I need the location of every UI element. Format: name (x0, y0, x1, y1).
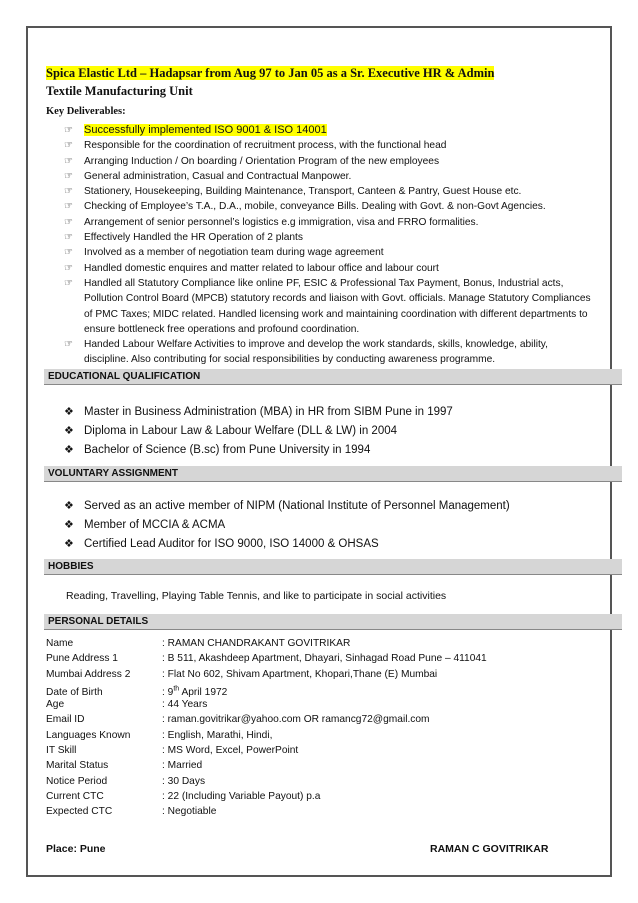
detail-key: Email ID (46, 714, 85, 726)
list-item (64, 261, 594, 276)
item-text: Bachelor of Science (B.sc) from Pune University in 1994 (84, 444, 371, 456)
detail-key: Expected CTC (46, 806, 113, 818)
diamond-bullet-icon: ❖ (64, 519, 74, 531)
pointing-hand-icon: ☞ (64, 247, 73, 259)
item-text: Served as an active member of NIPM (National Institute of Personnel Management) (84, 500, 510, 512)
list-item (64, 535, 510, 554)
list-item (64, 154, 594, 169)
list-item (64, 337, 594, 368)
list-item (64, 245, 594, 260)
footer-signature-name: RAMAN C GOVITRIKAR (430, 843, 549, 855)
list-item (64, 184, 594, 199)
education-list (64, 403, 453, 460)
highlighted-text: Successfully implemented ISO 9001 & ISO 14001 (84, 124, 327, 136)
item-text: Diploma in Labour Law & Labour Welfare (DLL & LW) in 2004 (84, 425, 398, 437)
list-item (64, 516, 510, 535)
detail-row (46, 636, 487, 651)
detail-row (46, 774, 487, 789)
section-heading-personal: PERSONAL DETAILS (44, 614, 622, 630)
item-text: Member of MCCIA & ACMA (84, 519, 226, 531)
section-heading-voluntary: VOLUNTARY ASSIGNMENT (44, 466, 622, 482)
bullet-text: Checking of Employee’s T.A., D.A., mobile, conveyance Bills. Dealing with Govt. & non-Govt Agencies. (84, 201, 546, 213)
detail-key: Pune Address 1 (46, 653, 118, 665)
detail-row (46, 728, 487, 743)
bullet-text: Arranging Induction / On boarding / Orientation Program of the new employees (84, 155, 440, 167)
pointing-hand-icon: ☞ (64, 170, 73, 182)
bullet-text: Handed Labour Welfare Activities to improve and develop the work standards, skills, knowledge, ability, discipline. Also contributing for social responsibilities by conducting awareness programme. (84, 339, 548, 366)
list-item (64, 199, 594, 214)
detail-key: Marital Status (46, 760, 109, 772)
bullet-text: Stationery, Housekeeping, Building Maintenance, Transport, Canteen & Pantry, Guest House etc. (84, 186, 522, 198)
detail-key: Languages Known (46, 729, 131, 741)
section-heading-education: EDUCATIONAL QUALIFICATION (44, 369, 622, 385)
hobbies-text: Reading, Travelling, Playing Table Tennis, and like to participate in social activities (66, 590, 447, 602)
detail-key: Mumbai Address 2 (46, 668, 131, 680)
pointing-hand-icon: ☞ (64, 201, 73, 213)
item-text: Master in Business Administration (MBA) in HR from SIBM Pune in 1997 (84, 406, 453, 418)
detail-value: : MS Word, Excel, PowerPoint (162, 745, 299, 757)
pointing-hand-icon: ☞ (64, 155, 73, 167)
detail-value: : B 511, Akashdeep Apartment, Dhayari, Sinhagad Road Pune – 411041 (162, 653, 487, 665)
detail-key: Notice Period (46, 775, 108, 787)
list-item (64, 403, 453, 422)
pointing-hand-icon: ☞ (64, 262, 73, 274)
detail-row (46, 712, 487, 727)
job-unit: Textile Manufacturing Unit (46, 84, 193, 98)
detail-row (46, 697, 487, 712)
detail-value: : 44 Years (162, 699, 208, 711)
voluntary-list (64, 497, 510, 554)
pointing-hand-icon: ☞ (64, 277, 73, 289)
bullet-text: Arrangement of senior personnel’s logistics e.g immigration, visa and FRRO formalities. (84, 216, 479, 228)
detail-key: IT Skill (46, 745, 77, 757)
pointing-hand-icon: ☞ (64, 186, 73, 198)
pointing-hand-icon: ☞ (64, 339, 73, 351)
pointing-hand-icon: ☞ (64, 140, 73, 152)
detail-value: : 30 Days (162, 775, 206, 787)
detail-row (46, 682, 487, 697)
diamond-bullet-icon: ❖ (64, 406, 74, 418)
detail-row (46, 743, 487, 758)
detail-row (46, 758, 487, 773)
pointing-hand-icon: ☞ (64, 125, 73, 136)
detail-row (46, 667, 487, 682)
bullet-text: General administration, Casual and Contractual Manpower. (84, 170, 352, 182)
footer-place: Place: Pune (46, 843, 106, 855)
detail-key: Current CTC (46, 790, 104, 802)
detail-value: : 9th April 1972 (162, 685, 228, 699)
job-title-highlight: Spica Elastic Ltd – Hadapsar from Aug 97 to Jan 05 as a Sr. Executive HR & Admin (46, 66, 495, 80)
bullet-text: Involved as a member of negotiation team during wage agreement (84, 247, 384, 259)
detail-value: : Flat No 602, Shivam Apartment, Khopari,Thane (E) Mumbai (162, 668, 438, 680)
detail-row (46, 789, 487, 804)
detail-value: : English, Marathi, Hindi, (162, 729, 273, 741)
deliverables-heading: Key Deliverables: (46, 106, 126, 117)
deliverables-list (64, 123, 594, 368)
diamond-bullet-icon: ❖ (64, 444, 74, 456)
diamond-bullet-icon: ❖ (64, 538, 74, 550)
list-item (64, 123, 594, 138)
item-text: Certified Lead Auditor for ISO 9000, ISO 14000 & OHSAS (84, 538, 379, 550)
list-item (64, 497, 510, 516)
list-item (64, 215, 594, 230)
detail-value: : Married (162, 760, 203, 772)
detail-value: : Negotiable (162, 806, 217, 818)
diamond-bullet-icon: ❖ (64, 500, 74, 512)
detail-value: : RAMAN CHANDRAKANT GOVITRIKAR (162, 638, 351, 649)
list-item (64, 422, 453, 441)
bullet-text: Responsible for the coordination of recruitment process, with the functional head (84, 140, 447, 152)
list-item (64, 276, 594, 337)
list-item (64, 230, 594, 245)
diamond-bullet-icon: ❖ (64, 425, 74, 437)
bullet-text: Handled all Statutory Compliance like online PF, ESIC & Professional Tax Payment, Bonus, Industrial acts, Pollution Control Board (MPCB) statutory records and liaison with Govt. officials. Manage Statutory Compliances of PMC Taxes; MIDC related. Handled licensing work and maintaining coordination with different departments to ensure bottleneck free operations and profound coordination. (84, 277, 591, 335)
bullet-text: Effectively Handled the HR Operation of 2 plants (84, 232, 303, 244)
personal-details-list (46, 636, 487, 820)
ordinal-suffix: th (173, 685, 180, 693)
detail-key: Name (46, 638, 74, 649)
detail-row (46, 651, 487, 666)
section-heading-hobbies: HOBBIES (44, 559, 622, 575)
bullet-text: Handled domestic enquires and matter related to labour office and labour court (84, 262, 439, 274)
detail-key: Age (46, 699, 65, 711)
list-item (64, 138, 594, 153)
list-item (64, 169, 594, 184)
detail-key: Date of Birth (46, 687, 103, 699)
detail-value: : 22 (Including Variable Payout) p.a (162, 790, 321, 802)
pointing-hand-icon: ☞ (64, 232, 73, 244)
pointing-hand-icon: ☞ (64, 216, 73, 228)
job-title (46, 66, 494, 81)
list-item (64, 441, 453, 460)
detail-row (46, 804, 487, 819)
detail-value: : raman.govitrikar@yahoo.com OR ramancg72@gmail.com (162, 714, 430, 726)
